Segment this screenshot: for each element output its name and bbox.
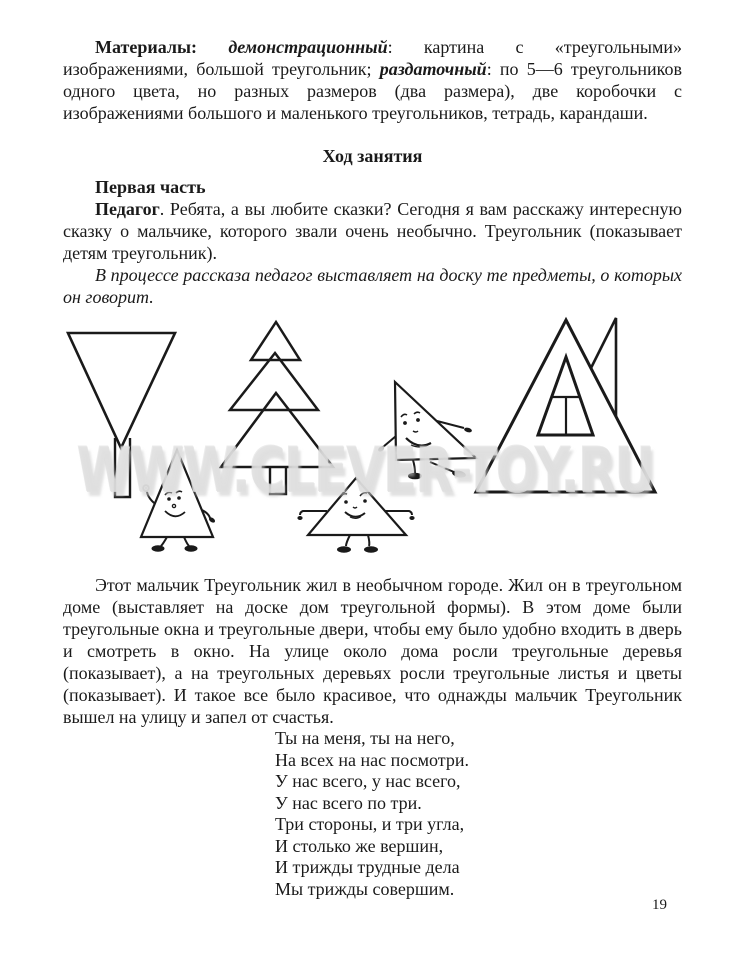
illustration — [63, 315, 682, 567]
poem-line: У нас всего по три. — [275, 792, 422, 813]
stage-direction-paragraph: В процессе рассказа педагог выставляет на доску те предметы, о которых он говорит. — [63, 265, 682, 307]
poem-line: Мы трижды совершим. — [275, 878, 455, 899]
part-title: Первая часть — [95, 177, 206, 197]
poem-line: Три стороны, и три угла, — [275, 814, 465, 834]
wide-triangle-character — [297, 478, 414, 553]
poem — [275, 728, 682, 900]
poem-line: У нас всего, у нас всего, — [275, 771, 461, 791]
poem-line: На всех на нас посмотри. — [275, 749, 470, 770]
small-triangle-character — [141, 450, 216, 552]
leaning-triangle-character — [377, 382, 476, 479]
funnel-figure — [68, 333, 175, 497]
poem-line: И столько же вершин, — [275, 835, 444, 856]
poem-line: И трижды трудные дела — [275, 857, 460, 877]
teacher-paragraph: Педагог. Ребята, а вы любите сказки? Сегодня я вам расскажу интересную сказку о мальчике, которого звали очень необычно. Треугольник (показывает детям треугольник). — [63, 199, 682, 263]
page-number: 19 — [652, 897, 667, 913]
materials-paragraph: Материалы: демонстрационный: картина с «треугольными» изображениями, большой треугольник; раздаточный: по 5—6 треугольников одного цвета, но разных размеров (два размера), две коробочки с изображениями большого и маленького треугольников, тетрадь, карандаши. — [63, 37, 682, 123]
poem-line: Ты на меня, ты на него, — [275, 728, 455, 748]
illustration-drawing — [63, 315, 682, 567]
story-paragraph: Этот мальчик Треугольник жил в необычном городе. Жил он в треугольном доме (выставляет на доске дом треугольной формы). В этом доме были треугольные окна и треугольные двери, чтобы ему было удобно входить в дверь и смотреть в окно. На улице около дома росли треугольные деревья (показывает), а на треугольных деревьях росли треугольные листья и цветы (показывает). И такое все было красивое, что однажды мальчик Треугольник вышел на улицу и запел от счастья. — [63, 575, 682, 727]
watermark: WWW.CLEVER-TOY.RU — [77, 434, 654, 507]
fir-tree-figure — [221, 322, 333, 494]
section-heading: Ход занятия — [322, 146, 423, 166]
tree-trunk — [270, 467, 286, 494]
triangle-house-figure — [476, 318, 655, 492]
